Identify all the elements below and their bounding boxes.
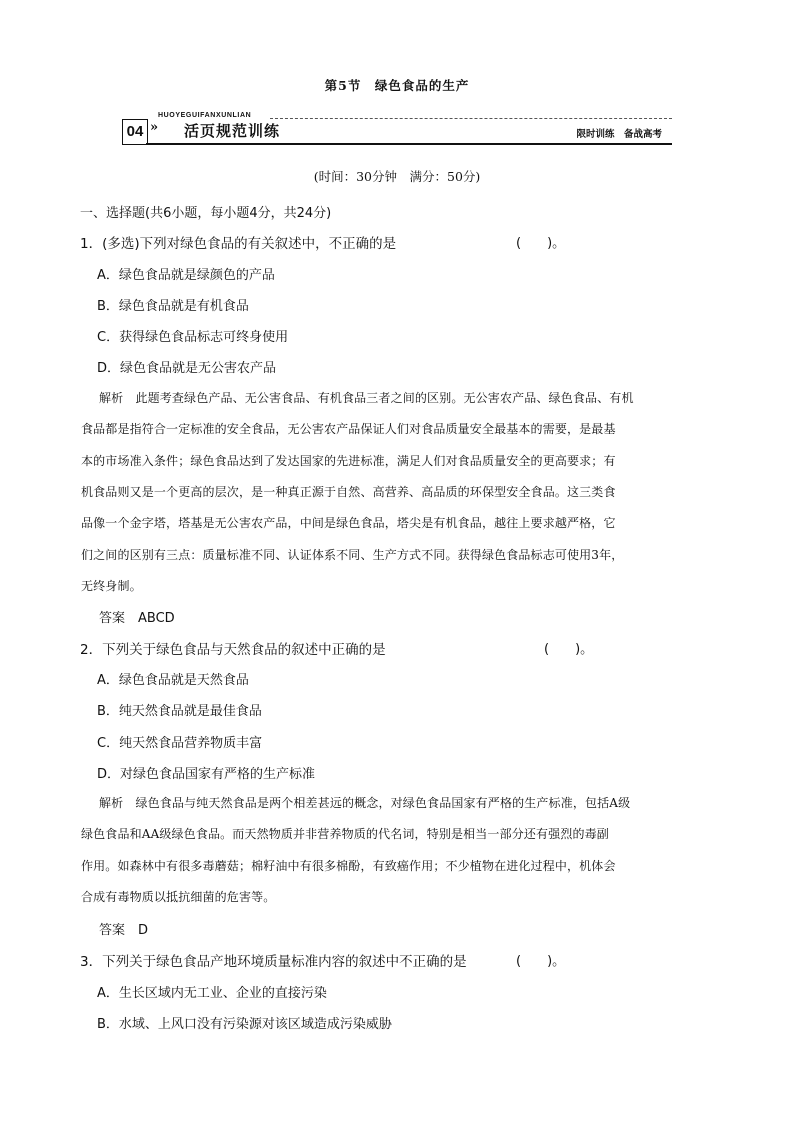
question-2-stem: 2．下列关于绿色食品与天然食品的叙述中正确的是 bbox=[80, 642, 386, 658]
question-2-analysis-line: 作用。如森林中有很多毒蘑菇；棉籽油中有很多棉酚，有致癌作用；不少植物在进化过程中，机体会 bbox=[81, 859, 616, 873]
banner-number: 04 bbox=[122, 119, 148, 145]
question-1-option-b: B．绿色食品就是有机食品 bbox=[97, 299, 249, 314]
question-2-option-a: A．绿色食品就是天然食品 bbox=[97, 673, 249, 688]
question-2-answer: 答案 D bbox=[99, 923, 149, 938]
question-2-option-b: B．纯天然食品就是最佳食品 bbox=[97, 704, 262, 719]
banner-dashed-rule bbox=[270, 118, 672, 119]
banner-pinyin: HUOYEGUIFANXUNLIAN bbox=[158, 112, 252, 119]
question-3-option-b: B．水域、上风口没有污染源对该区域造成污染威胁 bbox=[97, 1017, 392, 1032]
question-3-option-a: A．生长区域内无工业、企业的直接污染 bbox=[97, 986, 327, 1001]
question-3-stem: 3．下列关于绿色食品产地环境质量标准内容的叙述中不正确的是 bbox=[80, 954, 467, 970]
question-1-answer: 答案 ABCD bbox=[99, 611, 175, 626]
question-1-option-d: D．绿色食品就是无公害农产品 bbox=[97, 361, 277, 376]
chevron-right-icon: » bbox=[150, 120, 159, 135]
section-heading: 一、选择题(共6小题，每小题4分，共24分) bbox=[80, 206, 332, 221]
question-1-option-c: C．获得绿色食品标志可终身使用 bbox=[97, 330, 289, 345]
question-1-answer-blank: ( )。 bbox=[516, 236, 566, 251]
question-1-stem: 1．(多选)下列对绿色食品的有关叙述中，不正确的是 bbox=[80, 236, 397, 252]
banner-rule bbox=[146, 143, 672, 145]
page-title: 第5节 绿色食品的生产 bbox=[324, 78, 470, 93]
question-2-analysis-line: 绿色食品和AA级绿色食品。而天然物质并非营养物质的代名词，特别是相当一部分还有强烈的毒副 bbox=[81, 827, 609, 841]
question-1-analysis-line: 们之间的区别有三点：质量标准不同、认证体系不同、生产方式不同。获得绿色食品标志可使用3年， bbox=[81, 548, 624, 562]
question-1-analysis-line: 品像一个金字塔，塔基是无公害农产品，中间是绿色食品，塔尖是有机食品，越往上要求越严格，它 bbox=[81, 516, 616, 530]
question-2-analysis-line: 解析 绿色食品与纯天然食品是两个相差甚远的概念，对绿色食品国家有严格的生产标准，包括A级 bbox=[99, 796, 631, 810]
question-1-option-a: A．绿色食品就是绿颜色的产品 bbox=[97, 268, 275, 283]
question-1-analysis-line: 食品都是指符合一定标准的安全食品，无公害农产品保证人们对食品质量安全最基本的需要，是最基 bbox=[81, 422, 616, 436]
question-1-analysis-line: 解析 此题考查绿色产品、无公害食品、有机食品三者之间的区别。无公害农产品、绿色食品、有机 bbox=[99, 391, 634, 405]
question-2-analysis-line: 合成有毒物质以抵抗细菌的危害等。 bbox=[81, 890, 276, 904]
question-2-answer-blank: ( )。 bbox=[544, 642, 594, 657]
question-1-analysis-line: 本的市场准入条件；绿色食品达到了发达国家的先进标准，满足人们对食品质量安全的更高要求；有 bbox=[81, 454, 616, 468]
question-2-option-d: D．对绿色食品国家有严格的生产标准 bbox=[97, 767, 316, 782]
banner-tagline: 限时训练 备战高考 bbox=[576, 129, 662, 140]
question-2-option-c: C．纯天然食品营养物质丰富 bbox=[97, 736, 263, 751]
question-1-analysis-line: 无终身制。 bbox=[81, 579, 142, 593]
section-banner bbox=[122, 112, 672, 146]
exam-meta: (时间：30分钟 满分：50分) bbox=[313, 169, 481, 184]
question-1-analysis-line: 机食品则又是一个更高的层次，是一种真正源于自然、高营养、高品质的环保型安全食品。这三类食 bbox=[81, 485, 616, 499]
banner-title: 活页规范训练 bbox=[184, 122, 281, 140]
question-3-answer-blank: ( )。 bbox=[516, 954, 566, 969]
